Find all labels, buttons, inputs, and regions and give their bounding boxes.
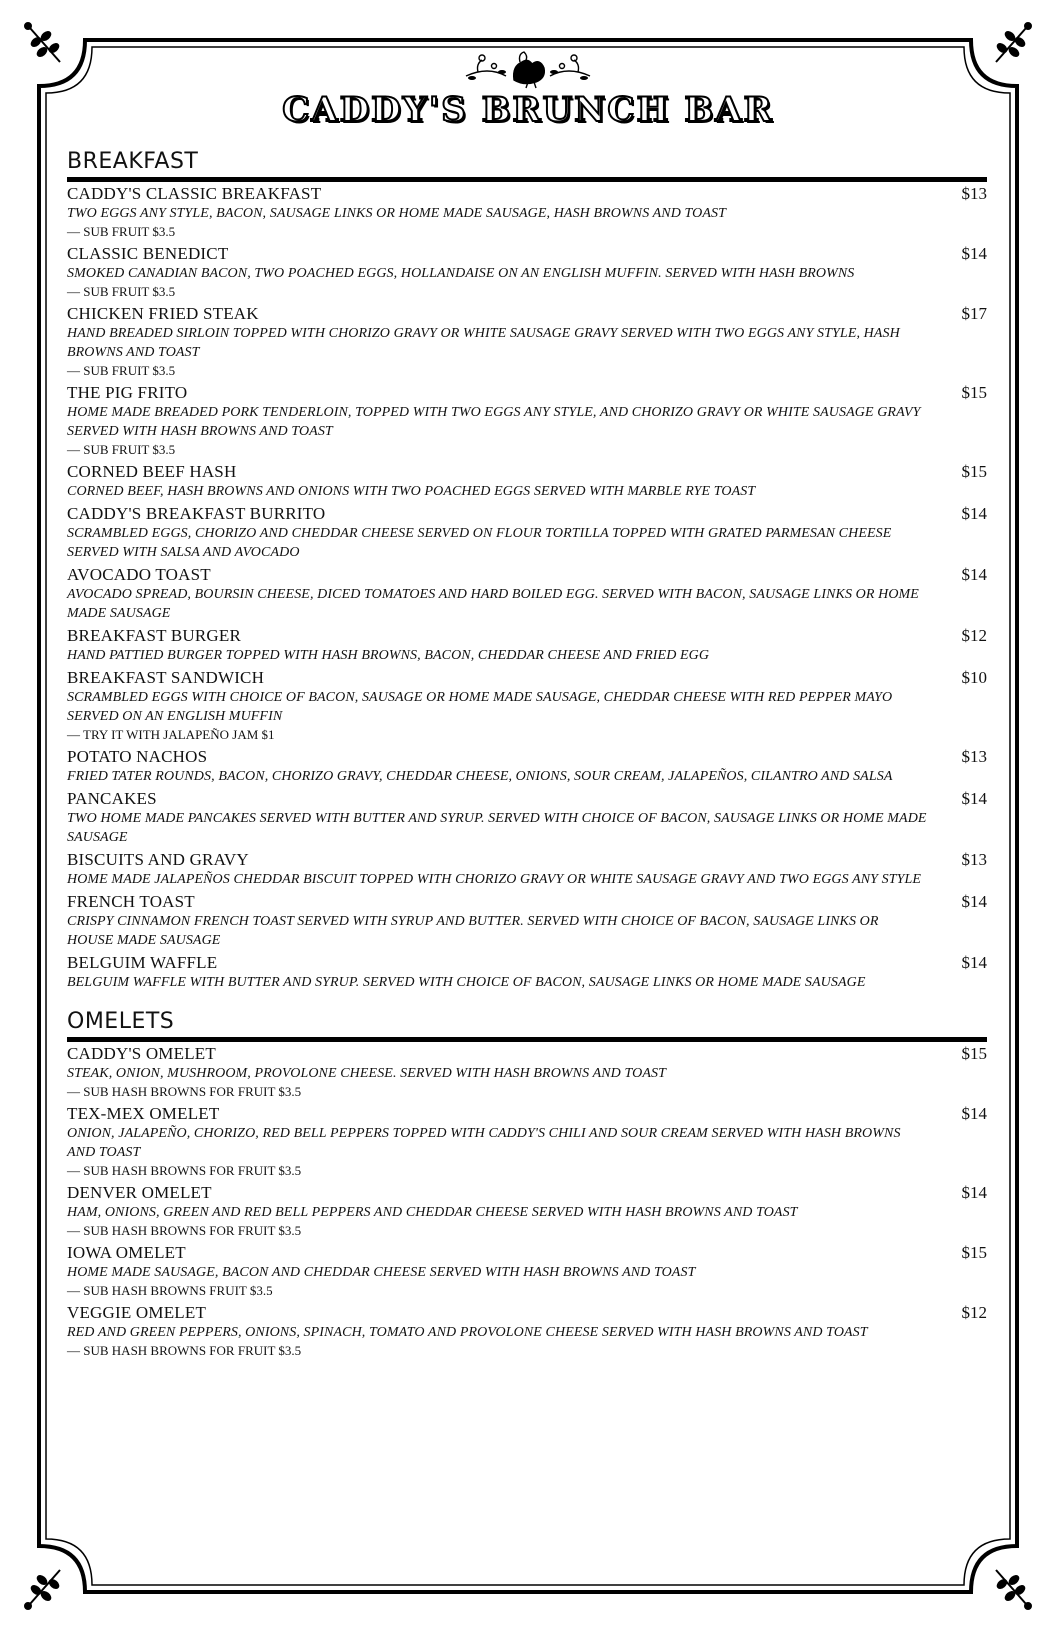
menu-item [67, 304, 987, 380]
menu-item-price: $13 [961, 747, 987, 766]
menu-title: CADDY'S BRUNCH BAR [282, 90, 774, 130]
menu-item-header [67, 668, 987, 688]
menu-item-price: $14 [961, 1183, 987, 1202]
menu-item-name: VEGGIE OMELET [67, 1303, 207, 1322]
menu-item-price: $15 [961, 462, 987, 481]
menu-item [67, 565, 987, 623]
menu-item-price: $10 [961, 668, 987, 687]
menu-item-description: HAND PATTIED BURGER TOPPED WITH HASH BROWNS, BACON, CHEDDAR CHEESE AND FRIED EGG [67, 648, 710, 663]
menu-item-header [67, 1243, 987, 1263]
menu-item-price: $12 [961, 1303, 987, 1322]
menu-item [67, 1104, 987, 1180]
menu-item [67, 1183, 987, 1240]
menu-item-description: HOME MADE JALAPEÑOS CHEDDAR BISCUIT TOPPED WITH CHORIZO GRAVY OR WHITE SAUSAGE GRAVY AND TWO EGGS ANY STYLE [67, 872, 922, 887]
menu-item-description: SMOKED CANADIAN BACON, TWO POACHED EGGS, HOLLANDAISE ON AN ENGLISH MUFFIN. SERVED WITH HASH BROWNS [67, 266, 855, 281]
menu-item-name: POTATO NACHOS [67, 747, 208, 766]
menu-item [67, 1303, 987, 1360]
menu-item-header [67, 504, 987, 524]
menu-item-name: CLASSIC BENEDICT [67, 244, 229, 263]
menu-item-description: CORNED BEEF, HASH BROWNS AND ONIONS WITH TWO POACHED EGGS SERVED WITH MARBLE RYE TOAST [67, 484, 756, 499]
section-title: BREAKFAST [67, 149, 199, 174]
menu-item-description: SCRAMBLED EGGS WITH CHOICE OF BACON, SAUSAGE OR HOME MADE SAUSAGE, CHEDDAR CHEESE WITH RED PEPPER MAYO SERVED ON AN ENGLISH MUFFIN [67, 690, 893, 724]
menu-item-price: $14 [961, 504, 987, 523]
menu-item [67, 747, 987, 786]
section-divider [67, 177, 987, 182]
menu-item-note: — SUB HASH BROWNS FRUIT $3.5 [67, 1283, 273, 1298]
menu-item-note: — SUB FRUIT $3.5 [67, 442, 176, 457]
menu-item-price: $12 [961, 626, 987, 645]
menu-item-header [67, 1104, 987, 1124]
menu-item-note: — SUB FRUIT $3.5 [67, 363, 176, 378]
menu-item-header [67, 565, 987, 585]
menu-item-description: SCRAMBLED EGGS, CHORIZO AND CHEDDAR CHEESE SERVED ON FLOUR TORTILLA TOPPED WITH GRATED PARMESAN CHEESE SERVED WITH SALSA AND AVOCADO [67, 526, 892, 560]
menu-item [67, 789, 987, 847]
menu-item-description: STEAK, ONION, MUSHROOM, PROVOLONE CHEESE. SERVED WITH HASH BROWNS AND TOAST [67, 1066, 666, 1081]
menu-item-note: — TRY IT WITH JALAPEÑO JAM $1 [67, 727, 275, 742]
menu-item-name: IOWA OMELET [67, 1243, 186, 1262]
menu-item-name: BREAKFAST BURGER [67, 626, 242, 645]
menu-item-note: — SUB FRUIT $3.5 [67, 224, 176, 239]
menu-item [67, 462, 987, 501]
menu-item-header [67, 789, 987, 809]
menu-item [67, 244, 987, 301]
menu-item-price: $14 [961, 953, 987, 972]
menu-content [67, 148, 987, 1363]
menu-item-header [67, 462, 987, 482]
menu-item-note: — SUB HASH BROWNS FOR FRUIT $3.5 [67, 1223, 302, 1238]
menu-item-description: HAM, ONIONS, GREEN AND RED BELL PEPPERS AND CHEDDAR CHEESE SERVED WITH HASH BROWNS AND TOAST [67, 1205, 798, 1220]
menu-item [67, 184, 987, 241]
menu-item-price: $14 [961, 244, 987, 263]
menu-item-header [67, 850, 987, 870]
menu-header [0, 46, 1056, 130]
menu-item-price: $14 [961, 892, 987, 911]
menu-item-note: — SUB HASH BROWNS FOR FRUIT $3.5 [67, 1343, 302, 1358]
menu-section-breakfast [67, 148, 987, 992]
menu-item-price: $13 [961, 184, 987, 203]
menu-item [67, 668, 987, 744]
menu-item-header [67, 1044, 987, 1064]
menu-item-name: CADDY'S BREAKFAST BURRITO [67, 504, 326, 523]
menu-item-price: $14 [961, 789, 987, 808]
menu-item-note: — SUB HASH BROWNS FOR FRUIT $3.5 [67, 1084, 302, 1099]
menu-item-description: HOME MADE SAUSAGE, BACON AND CHEDDAR CHEESE SERVED WITH HASH BROWNS AND TOAST [67, 1265, 696, 1280]
menu-item-header [67, 184, 987, 204]
menu-item-header [67, 747, 987, 767]
menu-item-description: AVOCADO SPREAD, BOURSIN CHEESE, DICED TOMATOES AND HARD BOILED EGG. SERVED WITH BACON, SAUSAGE LINKS OR HOME MADE SAUSAGE [67, 587, 919, 621]
menu-item-header [67, 1183, 987, 1203]
menu-item-note: — SUB HASH BROWNS FOR FRUIT $3.5 [67, 1163, 302, 1178]
menu-item-name: CADDY'S CLASSIC BREAKFAST [67, 184, 322, 203]
menu-item-price: $13 [961, 850, 987, 869]
menu-item-header [67, 626, 987, 646]
section-title: OMELETS [67, 1009, 175, 1034]
menu-item-name: THE PIG FRITO [67, 383, 188, 402]
menu-item [67, 1243, 987, 1300]
menu-item-price: $15 [961, 1243, 987, 1262]
menu-item-price: $14 [961, 1104, 987, 1123]
menu-item-header [67, 892, 987, 912]
menu-item-name: CORNED BEEF HASH [67, 462, 237, 481]
menu-item-description: BELGUIM WAFFLE WITH BUTTER AND SYRUP. SERVED WITH CHOICE OF BACON, SAUSAGE LINKS OR HOME MADE SAUSAGE [67, 975, 866, 990]
menu-item [67, 504, 987, 562]
menu-item-header [67, 383, 987, 403]
menu-item-header [67, 1303, 987, 1323]
menu-item-note: — SUB FRUIT $3.5 [67, 284, 176, 299]
menu-section-omelets [67, 1008, 987, 1360]
menu-item-name: AVOCADO TOAST [67, 565, 211, 584]
menu-item-price: $14 [961, 565, 987, 584]
menu-item [67, 953, 987, 992]
menu-item [67, 1044, 987, 1101]
menu-item-header [67, 244, 987, 264]
menu-item-name: DENVER OMELET [67, 1183, 212, 1202]
menu-item-description: CRISPY CINNAMON FRENCH TOAST SERVED WITH SYRUP AND BUTTER. SERVED WITH CHOICE OF BACON, SAUSAGE LINKS OR HOUSE MADE SAUSAGE [67, 914, 879, 948]
menu-item-price: $15 [961, 383, 987, 402]
section-divider [67, 1037, 987, 1042]
menu-item-name: CADDY'S OMELET [67, 1044, 216, 1063]
menu-item-price: $17 [961, 304, 987, 323]
menu-item-name: CHICKEN FRIED STEAK [67, 304, 259, 323]
menu-item-description: ONION, JALAPEÑO, CHORIZO, RED BELL PEPPERS TOPPED WITH CADDY'S CHILI AND SOUR CREAM SERVED WITH HASH BROWNS AND TOAST [67, 1126, 901, 1160]
menu-item-price: $15 [961, 1044, 987, 1063]
menu-item-description: HAND BREADED SIRLOIN TOPPED WITH CHORIZO GRAVY OR WHITE SAUSAGE GRAVY SERVED WITH TWO EGGS ANY STYLE, HASH BROWNS AND TOAST [67, 326, 900, 360]
menu-item-description: TWO EGGS ANY STYLE, BACON, SAUSAGE LINKS OR HOME MADE SAUSAGE, HASH BROWNS AND TOAST [67, 206, 727, 221]
menu-item-name: PANCAKES [67, 789, 157, 808]
menu-item-description: RED AND GREEN PEPPERS, ONIONS, SPINACH, TOMATO AND PROVOLONE CHEESE SERVED WITH HASH BROWNS AND TOAST [67, 1325, 868, 1340]
menu-item [67, 850, 987, 889]
menu-item [67, 626, 987, 665]
menu-item-name: FRENCH TOAST [67, 892, 195, 911]
menu-item-description: FRIED TATER ROUNDS, BACON, CHORIZO GRAVY, CHEDDAR CHEESE, ONIONS, SOUR CREAM, JALAPEÑOS, CILANTRO AND SALSA [67, 769, 893, 784]
rooster-icon [458, 46, 598, 90]
corner-ornament-bottom-right [996, 1570, 1031, 1609]
menu-item [67, 383, 987, 459]
menu-item-header [67, 304, 987, 324]
menu-item-name: BISCUITS AND GRAVY [67, 850, 249, 869]
menu-item-name: BREAKFAST SANDWICH [67, 668, 265, 687]
menu-item-description: TWO HOME MADE PANCAKES SERVED WITH BUTTER AND SYRUP. SERVED WITH CHOICE OF BACON, SAUSAGE LINKS OR HOME MADE SAUSAGE [67, 811, 927, 845]
menu-item [67, 892, 987, 950]
menu-item-name: BELGUIM WAFFLE [67, 953, 218, 972]
menu-item-description: HOME MADE BREADED PORK TENDERLOIN, TOPPED WITH TWO EGGS ANY STYLE, AND CHORIZO GRAVY OR WHITE SAUSAGE GRAVY SERVED WITH HASH BROWNS AND TOAST [67, 405, 921, 439]
corner-ornament-bottom-left [25, 1570, 60, 1609]
menu-item-name: TEX-MEX OMELET [67, 1104, 220, 1123]
menu-item-header [67, 953, 987, 973]
